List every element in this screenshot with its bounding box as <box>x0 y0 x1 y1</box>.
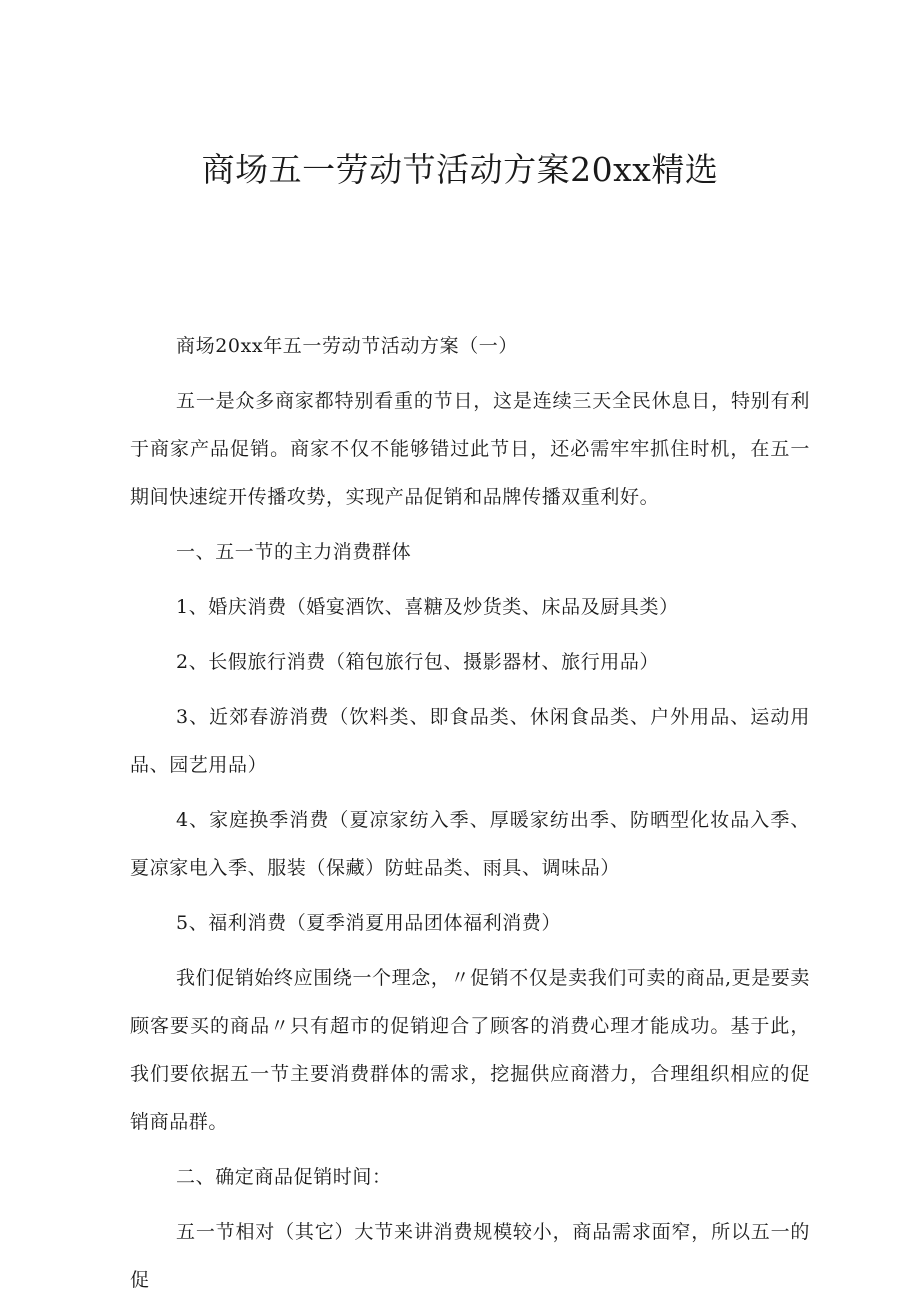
list-item-wedding: 1、婚庆消费（婚宴酒饮、喜糖及炒货类、床品及厨具类） <box>176 596 679 618</box>
paragraph-promotion-concept: 我们促销始终应围绕一个理念，〃促销不仅是卖我们可卖的商品,更是要卖顾客要买的商品〃只有超市的促销迎合了顾客的消费心理才能成功。基于此，我们要依据五一节主要消费群体的需求，挖掘供应商潜力，合理组织相应的促销商品群。 <box>130 967 810 1133</box>
section-heading-promotion-time: 二、确定商品促销时间： <box>176 1166 392 1188</box>
document-body <box>130 322 810 1311</box>
section-heading-consumer-groups: 一、五一节的主力消费群体 <box>176 541 412 563</box>
list-item-welfare: 5、福利消费（夏季消夏用品团体福利消费） <box>176 912 562 934</box>
document-title: 商场五一劳动节活动方案20xx精选 <box>201 150 719 189</box>
list-item-travel: 2、长假旅行消费（箱包旅行包、摄影器材、旅行用品） <box>176 651 660 673</box>
list-item-season-change: 4、家庭换季消费（夏凉家纺入季、厚暖家纺出季、防晒型化妆品入季、夏凉家电入季、服装（保藏）防蛀品类、雨具、调味品） <box>130 809 810 879</box>
paragraph-promotion-time: 五一节相对（其它）大节来讲消费规模较小，商品需求面窄，所以五一的促 <box>130 1221 810 1291</box>
paragraph-intro: 五一是众多商家都特别看重的节日，这是连续三天全民休息日，特别有利于商家产品促销。商家不仅不能够错过此节日，还必需牢牢抓住时机，在五一期间快速绽开传播攻势，实现产品促销和品牌传播双重利好。 <box>130 390 810 508</box>
paragraph-subtitle: 商场20xx年五一劳动节活动方案（一） <box>176 335 519 357</box>
list-item-spring-outing: 3、近郊春游消费（饮料类、即食品类、休闲食品类、户外用品、运动用品、园艺用品） <box>130 706 810 776</box>
